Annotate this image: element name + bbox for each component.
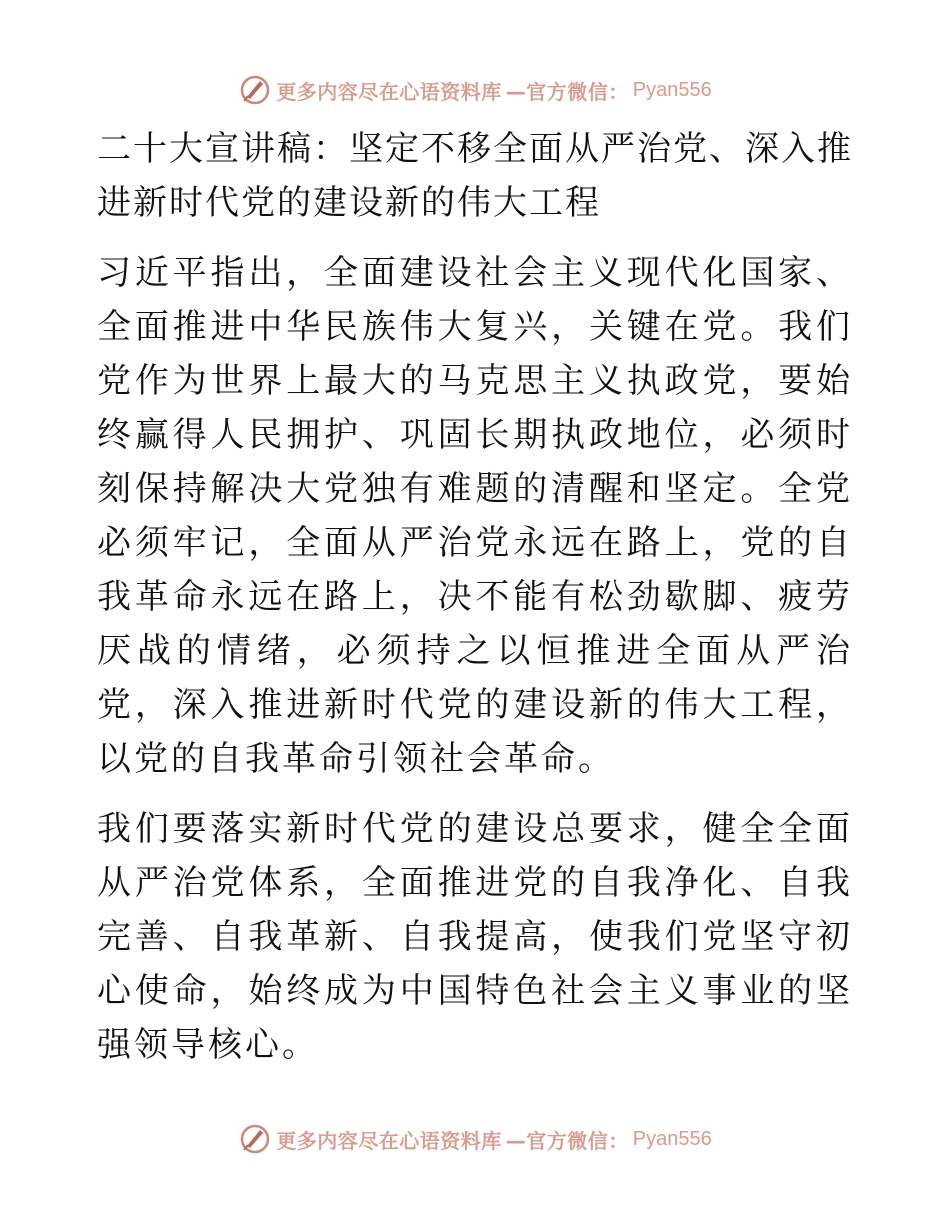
banner-sub-text: —官方微信： xyxy=(505,1128,629,1153)
banner-sub-text: —官方微信： xyxy=(505,79,629,104)
quill-circle-icon xyxy=(238,73,272,107)
document-title: 二十大宣讲稿：坚定不移全面从严治党、深入推进新时代党的建设新的伟大工程 xyxy=(97,129,853,223)
banner-wechat-id: Pyan556 xyxy=(632,1127,712,1150)
banner-wechat-id: Pyan556 xyxy=(632,78,712,101)
header-watermark-banner xyxy=(0,70,950,110)
document-body xyxy=(97,122,853,1088)
banner-main-text: 更多内容尽在心语资料库 xyxy=(276,79,502,104)
quill-circle-icon xyxy=(238,1122,272,1156)
paragraph-2: 我们要落实新时代党的建设总要求，健全全面从严治党体系，全面推进党的自我净化、自我完善、自我革新、自我提高，使我们党坚守初心使命，始终成为中国特色社会主义事业的坚强领导核心。 xyxy=(97,809,853,1065)
footer-watermark-banner xyxy=(0,1119,950,1159)
paragraph-1: 习近平指出，全面建设社会主义现代化国家、全面推进中华民族伟大复兴，关键在党。我们党作为世界上最大的马克思主义执政党，要始终赢得人民拥护、巩固长期执政地位，必须时刻保持解决大党独有难题的清醒和坚定。全党必须牢记，全面从严治党永远在路上，党的自我革命永远在路上，决不能有松劲歇脚、疲劳厌战的情绪，必须持之以恒推进全面从严治党，深入推进新时代党的建设新的伟大工程，以党的自我革命引领社会革命。 xyxy=(97,253,853,779)
banner-main-text: 更多内容尽在心语资料库 xyxy=(276,1128,502,1153)
